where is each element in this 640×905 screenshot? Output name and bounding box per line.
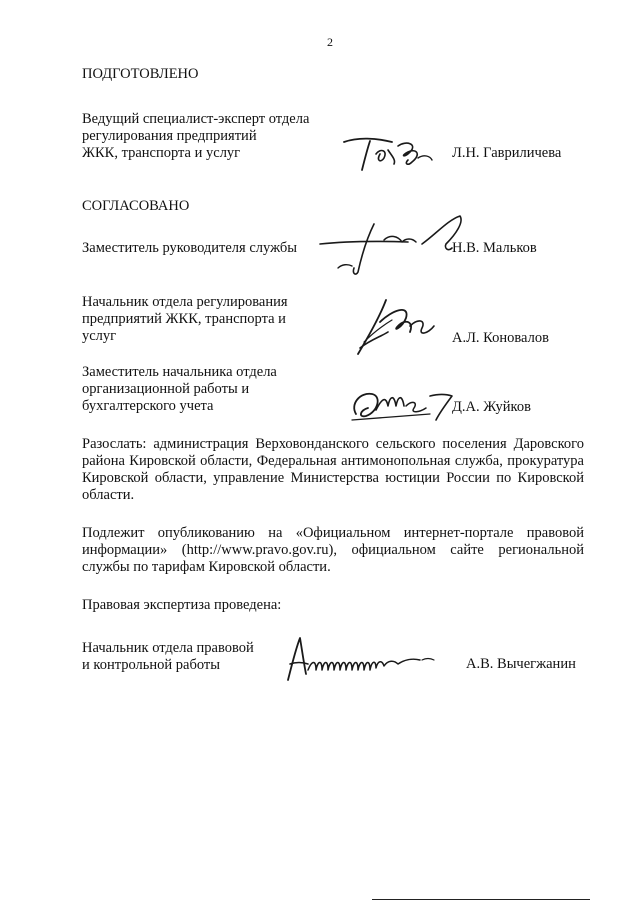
signer-position-line: Начальник отдела регулирования (82, 294, 288, 310)
signature-konovalov (352, 296, 436, 360)
signer-malkov-position (82, 240, 297, 257)
signature-vychegzhanin (282, 634, 438, 684)
signer-zhuykov-name: Д.А. Жуйков (452, 399, 531, 415)
prepared-position-line: ЖКК, транспорта и услуг (82, 145, 241, 161)
signer-position-line: Заместитель начальника отдела (82, 364, 277, 380)
signer-position-line: организационной работы и (82, 381, 250, 397)
prepared-position-line: Ведущий специалист-эксперт отдела (82, 111, 310, 127)
signer-position-line: Заместитель руководителя службы (82, 240, 298, 256)
legal-review-position (82, 640, 254, 674)
signature-zhuykov (346, 384, 458, 424)
prepared-position-line: регулирования предприятий (82, 128, 257, 144)
signer-zhuykov-position (82, 364, 277, 415)
signer-position-line: услуг (82, 328, 117, 344)
prepared-heading: ПОДГОТОВЛЕНО (82, 66, 199, 82)
page-number: 2 (327, 35, 333, 49)
signer-konovalov-position (82, 294, 288, 345)
signature-malkov (318, 214, 468, 278)
signature-gavrilicheva (340, 130, 436, 178)
legal-review-position-line: и контрольной работы (82, 657, 220, 673)
distribution-text: Разослать: администрация Верховонданского сельского поселения Даровского района Кировской области, Федеральная антимонопольная служба, прокуратура Кировской области, управление Министерства юстиции России по Кировской области. (82, 436, 584, 503)
signer-malkov-name: Н.В. Мальков (452, 240, 537, 256)
footer-rule (372, 899, 590, 900)
legal-review-position-line: Начальник отдела правовой (82, 640, 254, 656)
legal-review-name: А.В. Вычегжанин (466, 656, 576, 672)
signer-position-line: предприятий ЖКК, транспорта и (82, 311, 286, 327)
prepared-position (82, 111, 309, 162)
agreed-heading: СОГЛАСОВАНО (82, 198, 190, 214)
signer-konovalov-name: А.Л. Коновалов (452, 330, 549, 346)
prepared-name: Л.Н. Гавриличева (452, 145, 562, 161)
legal-review-statement: Правовая экспертиза проведена: (82, 597, 282, 613)
publication-text: Подлежит опубликованию на «Официальном интернет-портале правовой информации» (http://www.pravo.gov.ru), официальном сайте региональной службы по тарифам Кировской области. (82, 525, 584, 575)
signer-position-line: бухгалтерского учета (82, 398, 214, 414)
